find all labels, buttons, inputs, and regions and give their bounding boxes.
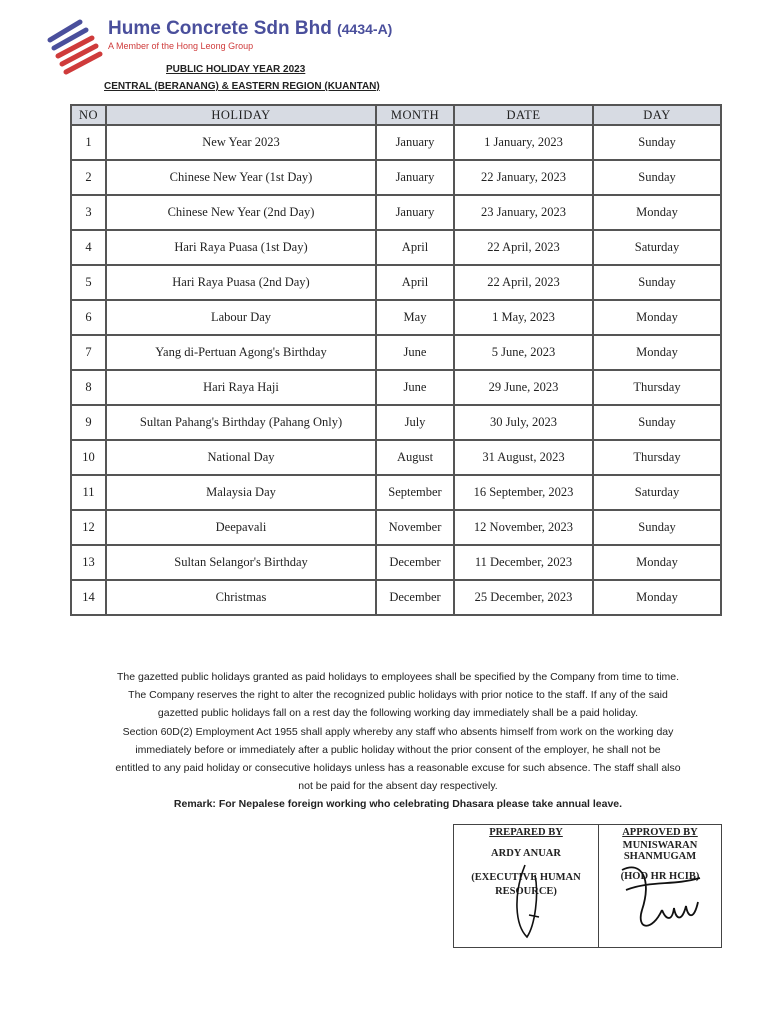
row-month: July (376, 405, 454, 440)
note-line: not be paid for the absent day respectively. (298, 780, 498, 793)
row-month: September (376, 475, 454, 510)
row-no: 2 (71, 160, 106, 195)
row-holiday: Chinese New Year (1st Day) (106, 160, 376, 195)
row-no: 12 (71, 510, 106, 545)
row-no: 9 (71, 405, 106, 440)
row-holiday: Chinese New Year (2nd Day) (106, 195, 376, 230)
table-row (71, 440, 721, 475)
holiday-table (70, 104, 722, 616)
table-header-row (71, 105, 721, 125)
row-day: Monday (593, 195, 721, 230)
row-date: 11 December, 2023 (454, 545, 593, 580)
row-holiday: Sultan Selangor's Birthday (106, 545, 376, 580)
row-day: Sunday (593, 125, 721, 160)
holiday-table-body (71, 125, 721, 615)
row-date: 29 June, 2023 (454, 370, 593, 405)
company-tagline: A Member of the Hong Leong Group (108, 41, 254, 51)
signoff-table (453, 824, 722, 948)
table-row (71, 300, 721, 335)
row-no: 3 (71, 195, 106, 230)
row-holiday: Sultan Pahang's Birthday (Pahang Only) (106, 405, 376, 440)
header-holiday: HOLIDAY (106, 105, 376, 125)
row-day: Thursday (593, 440, 721, 475)
table-row (71, 125, 721, 160)
prepared-by-name: ARDY ANUAR (491, 848, 561, 859)
row-month: May (376, 300, 454, 335)
row-day: Monday (593, 300, 721, 335)
row-day: Sunday (593, 160, 721, 195)
row-holiday: Hari Raya Puasa (1st Day) (106, 230, 376, 265)
company-name: Hume Concrete Sdn Bhd (4434-A) (108, 18, 393, 39)
row-day: Monday (593, 580, 721, 615)
holiday-notes (74, 668, 722, 814)
table-row (71, 195, 721, 230)
approved-by-cell (599, 825, 722, 948)
table-row (71, 405, 721, 440)
row-no: 1 (71, 125, 106, 160)
note-line: Section 60D(2) Employment Act 1955 shall apply whereby any staff who absents himself from work on the working day (122, 725, 674, 738)
note-line: immediately before or immediately after a public holiday without the prior consent of the employer, he shall not be (135, 743, 661, 756)
note-line: entitled to any paid holiday or consecutive holidays unless has a reasonable excuse for such absence. The staff shall also (115, 762, 681, 775)
row-no: 13 (71, 545, 106, 580)
remark-text: Remark: For Nepalese foreign working who celebrating Dhasara please take annual leave. (173, 798, 623, 811)
row-month: April (376, 230, 454, 265)
row-month: January (376, 160, 454, 195)
company-reg-no: (4434-A) (337, 21, 393, 37)
row-month: June (376, 370, 454, 405)
row-no: 5 (71, 265, 106, 300)
row-date: 5 June, 2023 (454, 335, 593, 370)
table-row (71, 370, 721, 405)
table-row (71, 545, 721, 580)
row-date: 12 November, 2023 (454, 510, 593, 545)
row-holiday: Christmas (106, 580, 376, 615)
header-date: DATE (454, 105, 593, 125)
row-month: April (376, 265, 454, 300)
row-no: 7 (71, 335, 106, 370)
row-holiday: National Day (106, 440, 376, 475)
row-date: 1 January, 2023 (454, 125, 593, 160)
row-day: Sunday (593, 510, 721, 545)
row-date: 22 April, 2023 (454, 230, 593, 265)
row-day: Monday (593, 335, 721, 370)
row-holiday: Hari Raya Haji (106, 370, 376, 405)
row-month: December (376, 580, 454, 615)
row-holiday: New Year 2023 (106, 125, 376, 160)
row-date: 16 September, 2023 (454, 475, 593, 510)
row-day: Thursday (593, 370, 721, 405)
note-line: gazetted public holidays fall on a rest day the following working day immediately shall be a paid holiday. (157, 707, 639, 720)
row-date: 1 May, 2023 (454, 300, 593, 335)
row-no: 8 (71, 370, 106, 405)
row-holiday: Labour Day (106, 300, 376, 335)
approved-by-name: MUNISWARAN SHANMUGAM (622, 840, 698, 862)
header-month: MONTH (376, 105, 454, 125)
row-holiday: Hari Raya Puasa (2nd Day) (106, 265, 376, 300)
row-day: Sunday (593, 265, 721, 300)
row-date: 31 August, 2023 (454, 440, 593, 475)
row-no: 6 (71, 300, 106, 335)
approved-by-position: (HOD HR HCIB) (620, 871, 700, 882)
prepared-by-position: (EXECUTIVE HUMAN RESOURCE) (471, 872, 581, 897)
row-date: 30 July, 2023 (454, 405, 593, 440)
row-month: January (376, 195, 454, 230)
row-date: 22 April, 2023 (454, 265, 593, 300)
table-row (71, 475, 721, 510)
row-no: 4 (71, 230, 106, 265)
row-month: August (376, 440, 454, 475)
row-date: 22 January, 2023 (454, 160, 593, 195)
row-holiday: Yang di-Pertuan Agong's Birthday (106, 335, 376, 370)
prepared-by-label: PREPARED BY (489, 827, 563, 838)
approved-by-label: APPROVED BY (622, 827, 698, 838)
row-holiday: Malaysia Day (106, 475, 376, 510)
table-row (71, 335, 721, 370)
header-day: DAY (593, 105, 721, 125)
row-month: November (376, 510, 454, 545)
table-row (71, 580, 721, 615)
row-no: 10 (71, 440, 106, 475)
row-holiday: Deepavali (106, 510, 376, 545)
row-no: 11 (71, 475, 106, 510)
table-row (71, 510, 721, 545)
row-day: Saturday (593, 230, 721, 265)
document-title: PUBLIC HOLIDAY YEAR 2023 (166, 64, 306, 75)
row-date: 23 January, 2023 (454, 195, 593, 230)
row-no: 14 (71, 580, 106, 615)
table-row (71, 160, 721, 195)
table-row (71, 230, 721, 265)
note-line: The Company reserves the right to alter the recognized public holidays with prior notice to the staff. If any of the said (128, 689, 668, 702)
document-subtitle: CENTRAL (BERANANG) & EASTERN REGION (KUANTAN) (104, 81, 380, 92)
row-date: 25 December, 2023 (454, 580, 593, 615)
row-month: January (376, 125, 454, 160)
row-day: Monday (593, 545, 721, 580)
header-no: NO (71, 105, 106, 125)
row-month: June (376, 335, 454, 370)
row-month: December (376, 545, 454, 580)
row-day: Saturday (593, 475, 721, 510)
prepared-by-cell (454, 825, 599, 948)
row-day: Sunday (593, 405, 721, 440)
table-row (71, 265, 721, 300)
company-logo (46, 18, 104, 76)
note-line: The gazetted public holidays granted as paid holidays to employees shall be specified by the Company from time to time. (116, 671, 680, 683)
